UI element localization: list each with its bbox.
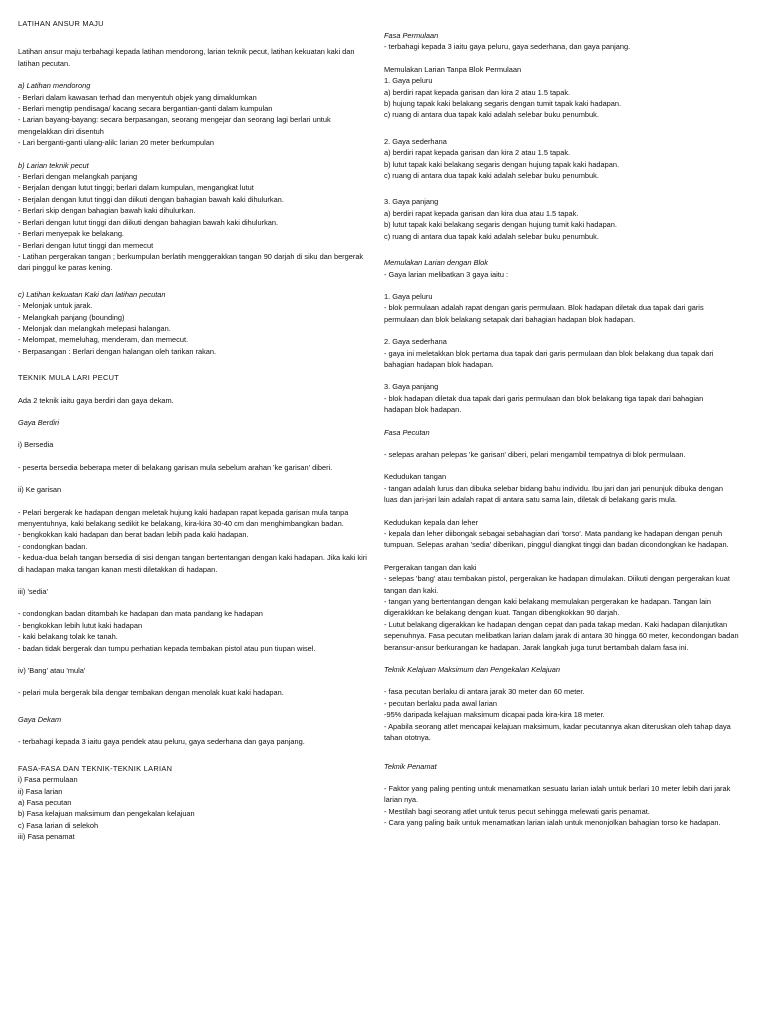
list-item: - Berlari dengan lutut tinggi dan diikuti dengan bahagian bawah kaki dihulurkan. bbox=[18, 217, 279, 227]
list-teknik-kelajuan bbox=[384, 686, 750, 743]
list-item: menyentuhnya, kaki belakang sedikit ke belakang, kira-kira 30-40 cm dan menghimbangkan badan. bbox=[18, 519, 344, 528]
list-item: - condongkan badan ditambah ke hadapan dan mata pandang ke hadapan bbox=[18, 609, 263, 619]
fasa-pecutan-text: - selepas arahan pelepas 'ke garisan' diberi, pelari mengambil tempatnya di blok permulaan. bbox=[384, 449, 686, 459]
teknik-intro: Ada 2 teknik iaitu gaya berdiri dan gaya dekam. bbox=[18, 395, 174, 405]
list-item: - Lutut belakang digerakkan ke hadapan dengan cepat dan pada takap medan. Kaki hadapan dilanjutkan bbox=[384, 619, 728, 629]
list-item: - fasa pecutan berlaku di antara jarak 30 meter dan 60 meter. bbox=[384, 687, 585, 697]
list-item: - Larian bayang-bayang: secara berpasangan, seorang mengejar dan seorang lagi berlari untuk bbox=[18, 115, 331, 125]
list-item: tahan ototnya. bbox=[384, 733, 431, 743]
blok-gaya-title: 1. Gaya peluru bbox=[384, 291, 433, 301]
list-item: mengelakkan diri disentuh bbox=[18, 126, 104, 136]
list-item: -95% daripada kelajuan maksimum dicapai pada kira-kira 18 meter. bbox=[384, 710, 605, 720]
list-item: b) lutut tapak kaki belakang segaris dengan hujung tapak kaki hadapan. bbox=[384, 159, 620, 169]
list-item: a) berdiri rapat kepada garisan dan kira 2 atau 1.5 tapak. bbox=[384, 87, 571, 97]
list-item: beransur-ansur berkurangan ke hadapan. Jarak langkah juga turut bertambah dalam fasa ini. bbox=[384, 642, 689, 652]
gaya-title: 1. Gaya peluru bbox=[384, 76, 433, 86]
text-line: Latihan ansur maju terbahagi kepada latihan mendorong, larian teknik pecut, latihan kekuatan kaki dan bbox=[18, 47, 355, 57]
list-item: - Melonjak dan melangkah melepasi halangan. bbox=[18, 323, 171, 333]
subheading-pergerakan: Pergerakan tangan dan kaki bbox=[384, 562, 477, 572]
section-title-fasa: FASA-FASA DAN TEKNIK-TEKNIK LARIAN bbox=[18, 763, 173, 773]
list-item: - Apabila seorang atlet mencapai kelajuan maksimum, kadar pecutannya akan diteruskan oleh tahap daya bbox=[384, 721, 731, 731]
dengan-blok-text: - Gaya larian melibatkan 3 gaya iaitu : bbox=[384, 269, 509, 279]
gaya-title: 3. Gaya panjang bbox=[384, 197, 439, 207]
subheading-teknik-kelajuan: Teknik Kelajuan Maksimum dan Pengekalan Kelajuan bbox=[384, 665, 560, 675]
list-item: a) berdiri rapat kepada garisan dan kira 2 atau 1.5 tapak. bbox=[384, 148, 571, 158]
list-blok-sederhana bbox=[384, 348, 750, 371]
list-item: - bengkokkan lebih lutut kaki hadapan bbox=[18, 620, 143, 630]
subheading-kekuatan-kaki: c) Latihan kekuatan Kaki dan latihan pecutan bbox=[18, 289, 166, 299]
subheading-gaya-dekam: Gaya Dekam bbox=[18, 714, 62, 724]
list-item: - selepas 'bang' atau tembakan pistol, pergerakan ke hadapan dimulakan. Diikuti dengan pergerakan kuat bbox=[384, 574, 730, 584]
list-item: i) Fasa permulaan bbox=[18, 775, 78, 785]
list-item: - Mestilah bagi seorang atlet untuk terus pecut sehingga melewati garis penamat. bbox=[384, 806, 650, 816]
gaya-title: 2. Gaya sederhana bbox=[384, 136, 447, 146]
list-item: c) ruang di antara dua tapak kaki adalah selebar buku penumbuk. bbox=[384, 171, 599, 181]
list-item: sepenuhnya. Fasa pecutan melibatkan larian dalam jarak di antara 30 hingga 60 meter, kecondongan badan bbox=[384, 631, 739, 641]
list-item: di hadapan maka tangan kanan mesti diletakkan di hadapan. bbox=[18, 564, 218, 574]
list-item: ii) Fasa larian bbox=[18, 786, 63, 796]
list-item: - Berlari mengtip pendisaga/ kacang secara bergantian-ganti dalam kumpulan bbox=[18, 104, 273, 114]
list-item: digerakkkan ke belakang dengan kuat. Tangan dibengkokkan 90 darjah. bbox=[384, 608, 620, 618]
subheading-fasa-pecutan: Fasa Pecutan bbox=[384, 427, 430, 437]
left-column bbox=[18, 18, 374, 843]
step-label-sedia: iii) 'sedia' bbox=[18, 587, 48, 597]
list-item: - tangan adalah lurus dan dibuka selebar bidang bahu individu. Ibu jari dan jari penunjuk dibuka dengan bbox=[384, 483, 723, 493]
subheading-kedudukan-tangan: Kedudukan tangan bbox=[384, 472, 447, 482]
step-text-bersedia: - peserta bersedia beberapa meter di belakang garisan mula sebelum arahan 'ke garisan' diberi. bbox=[18, 462, 333, 472]
list-item: c) Fasa larian di selekoh bbox=[18, 820, 99, 830]
intro-paragraph bbox=[18, 46, 374, 69]
list-item: - Berpasangan : Berlari dengan halangan oleh tarikan rakan. bbox=[18, 346, 217, 356]
list-item: - Berlari skip dengan bahagian bawah kaki dihulurkan. bbox=[18, 206, 196, 216]
list-sedia bbox=[18, 608, 374, 654]
list-fasa bbox=[18, 774, 374, 842]
list-item: - blok permulaan adalah rapat dengan garis permulaan. Blok hadapan diletak dua tapak dari garis bbox=[384, 303, 704, 313]
list-item: b) hujung tapak kaki belakang segaris dengan tumit tapak kaki hadapan. bbox=[384, 99, 622, 109]
list-item: - Latihan pergerakan tangan ; berkumpulan berlatih menggerakkan tangan 90 darjah di siku dan bergerak bbox=[18, 251, 364, 261]
subheading-larian-teknik-pecut: b) Larian teknik pecut bbox=[18, 160, 89, 170]
list-item: - Faktor yang paling penting untuk menamatkan sesuatu larian ialah untuk berlari 10 meter lebih dari jarak bbox=[384, 783, 731, 793]
list-item: - Berjalan dengan lutut tinggi; berlari dalam kumpulan, mengangkat lutut bbox=[18, 183, 254, 193]
list-latihan-mendorong bbox=[18, 92, 374, 149]
list-item: - bengkokkan kaki hadapan dan berat badan lebih pada kaki hadapan. bbox=[18, 530, 249, 540]
list-item: - kedua-dua belah tangan bersedia di sisi dengan tangan bertentangan dengan kaki hadapan. Jika kaki kiri bbox=[18, 553, 367, 563]
list-blok-peluru bbox=[384, 302, 750, 325]
list-kedudukan-kepala bbox=[384, 528, 750, 551]
list-item: iii) Fasa penamat bbox=[18, 832, 75, 842]
list-item: a) berdiri rapat kepada garisan dan kira dua atau 1.5 tapak. bbox=[384, 208, 579, 218]
list-item: c) ruang di antara dua tapak kaki adalah selebar buku penumbuk. bbox=[384, 231, 599, 241]
right-column bbox=[384, 30, 750, 829]
blok-gaya-title: 3. Gaya panjang bbox=[384, 382, 439, 392]
list-item: - tangan yang bertentangan dengan kaki belakang memulakan pergerakan ke hadapan. Tangan lain bbox=[384, 597, 711, 607]
list-item: - Melangkah panjang (bounding) bbox=[18, 312, 125, 322]
list-item: tangan dan kaki. bbox=[384, 585, 439, 595]
list-item: - Melompat, memeluhag, menderam, dan memecut. bbox=[18, 335, 189, 345]
subheading-tanpa-blok: Memulakan Larian Tanpa Blok Permulaan bbox=[384, 64, 522, 74]
list-item: - Berlari dalam kawasan terhad dan menyentuh objek yang dimaklumkan bbox=[18, 92, 257, 102]
list-item: hadapan blok hadapan. bbox=[384, 405, 462, 415]
list-gaya-panjang bbox=[384, 208, 750, 242]
list-gaya-sederhana bbox=[384, 147, 750, 181]
list-larian-teknik-pecut bbox=[18, 171, 374, 274]
list-item: - Lari berganti-ganti ulang-alik: larian 20 meter berkumpulan bbox=[18, 138, 214, 148]
subheading-latihan-mendorong: a) Latihan mendorong bbox=[18, 81, 91, 91]
subheading-dengan-blok: Memulakan Larian dengan Blok bbox=[384, 258, 488, 268]
list-item: larian nya. bbox=[384, 795, 419, 805]
subheading-teknik-penamat: Teknik Penamat bbox=[384, 761, 437, 771]
list-item: - condongkan badan. bbox=[18, 541, 88, 551]
list-item: - Berlari menyepak ke belakang. bbox=[18, 229, 124, 239]
list-kedudukan-tangan bbox=[384, 483, 750, 506]
list-item: - Pelari bergerak ke hadapan dengan meletak hujung kaki hadapan rapat kepada garisan mula tanpa bbox=[18, 507, 349, 517]
list-item: b) Fasa kelajuan maksimum dan pengekalan kelajuan bbox=[18, 809, 195, 819]
list-item: permulaan dan blok belakang setapak dari bahagian hadapan blok hadapan. bbox=[384, 314, 636, 324]
list-item: c) ruang di antara dua tapak kaki adalah selebar buku penumbuk. bbox=[384, 110, 599, 120]
subheading-kedudukan-kepala: Kedudukan kepala dan leher bbox=[384, 517, 479, 527]
list-item: - Berjalan dengan lutut tinggi dan diikuti dengan bahagian bawah kaki dihulurkan. bbox=[18, 194, 284, 204]
list-blok-panjang bbox=[384, 393, 750, 416]
list-item: - Berlari dengan lutut tinggi dan memecut bbox=[18, 240, 154, 250]
list-item: dari pinggul ke paras kening. bbox=[18, 263, 113, 273]
step-text-bang: - pelari mula bergerak bila dengar tembakan dengan menolak kuat kaki hadapan. bbox=[18, 688, 284, 698]
section-title-teknik-mula: TEKNIK MULA LARI PECUT bbox=[18, 373, 120, 383]
list-item: - blok hadapan diletak dua tapak dari garis permulaan dan blok belakang tiga tapak dari bahagian bbox=[384, 393, 704, 403]
step-label-ke-garisan: ii) Ke garisan bbox=[18, 485, 62, 495]
section-title-latihan-ansur-maju: LATIHAN ANSUR MAJU bbox=[18, 19, 104, 28]
list-pergerakan bbox=[384, 573, 750, 653]
list-item: b) lutut tapak kaki belakang segaris dengan hujung tumit kaki hadapan. bbox=[384, 220, 617, 230]
list-item: - kepala dan leher diibongak sebagai sebahagian dari 'torso'. Mata pandang ke hadapan dengan penuh bbox=[384, 529, 723, 538]
subheading-fasa-permulaan: Fasa Permulaan bbox=[384, 31, 439, 40]
list-item: - gaya ini meletakkan blok pertama dua tapak dari garis permulaan dan blok belakang dua tapak dari bbox=[384, 348, 714, 358]
blok-gaya-title: 2. Gaya sederhana bbox=[384, 337, 447, 347]
list-item: - kaki belakang tolak ke tanah. bbox=[18, 632, 118, 642]
fasa-permulaan-text: - terbahagi kepada 3 iaitu gaya peluru, gaya sederhana, dan gaya panjang. bbox=[384, 42, 631, 52]
list-ke-garisan bbox=[18, 507, 374, 575]
subheading-gaya-berdiri: Gaya Berdiri bbox=[18, 417, 60, 427]
list-item: - Melonjak untuk jarak. bbox=[18, 301, 93, 311]
step-label-bang: iv) 'Bang' atau 'mula' bbox=[18, 666, 86, 676]
list-item: a) Fasa pecutan bbox=[18, 797, 72, 807]
list-gaya-peluru bbox=[384, 87, 750, 121]
list-item: luas dan jari-jari lain adalah rapat di antara satu sama lain, diletak di belakang garis mula. bbox=[384, 495, 677, 505]
text-line: latihan pecutan. bbox=[18, 58, 71, 68]
list-item: bahagian hadapan blok hadapan. bbox=[384, 359, 494, 369]
list-item: - Berlari dengan melangkah panjang bbox=[18, 172, 138, 182]
list-item: - pecutan berlaku pada awal larian bbox=[384, 698, 497, 708]
step-label-bersedia: i) Bersedia bbox=[18, 440, 54, 450]
list-item: - Cara yang paling baik untuk menamatkan larian ialah untuk menonjolkan bahagian torso ke hadapan. bbox=[384, 818, 721, 828]
list-teknik-penamat bbox=[384, 783, 750, 829]
list-item: - badan tidak bergerak dan tumpu perhatian kepada tembakan pistol atau pun tiupan wisel. bbox=[18, 643, 316, 653]
list-kekuatan-kaki bbox=[18, 300, 374, 357]
list-item: tumpuan. Selepas arahan 'sedia' diberikan, pinggul diangkat tinggi dan badan dicondongkan ke hadapan. bbox=[384, 540, 729, 550]
gaya-dekam-text: - terbahagi kepada 3 iaitu gaya pendek atau peluru, gaya sederhana dan gaya panjang. bbox=[18, 737, 305, 747]
